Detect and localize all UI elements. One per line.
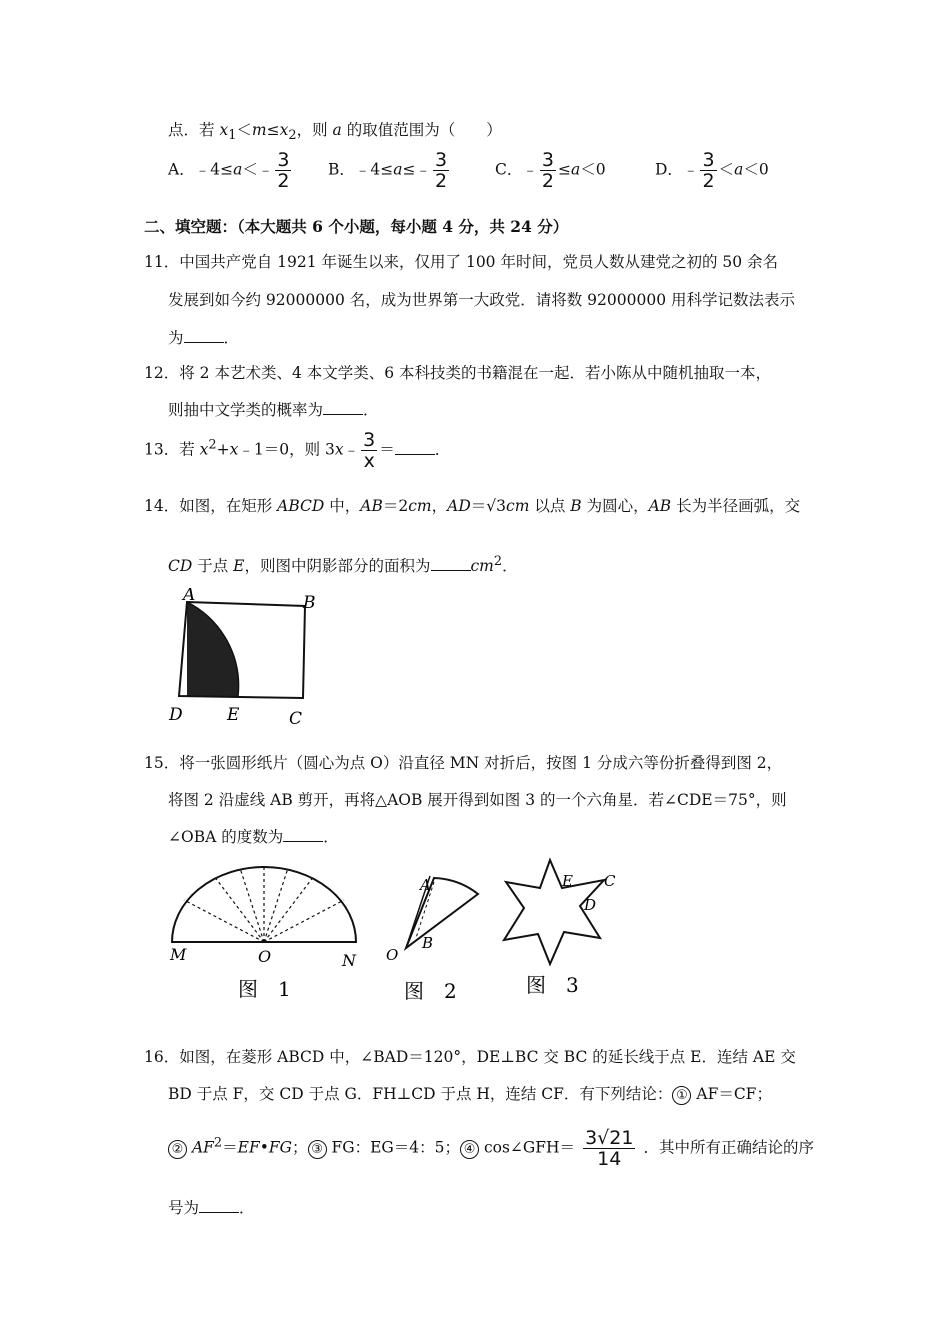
q16-line4: 号为 ．	[168, 1199, 255, 1217]
q15-figure-1	[160, 862, 370, 1007]
q16-line3: ② $AF^2=EF•FG$； ③ FG：EG＝4：5； ④ cos∠GFH＝ $\frac{3√21}{14}$ ．其中所有正确结论的序	[168, 1128, 814, 1169]
q14-line1: 14．如图，在矩形 ABCD 中，AB＝2cm，AD＝√3cm 以点 B 为圆心，AB 长为半径画弧，交	[144, 497, 801, 515]
q10-stem: 点．若 $x_1<m\le x_2$，则 a 的取值范围为（ ）	[168, 121, 502, 144]
svg-text:图 1: 图 1	[238, 977, 291, 1001]
q12-line2: 则抽中文学类的概率为 ．	[168, 401, 379, 419]
q10-option-b: B．﹣4≤a≤﹣ $\frac{3}{2}$	[328, 149, 448, 192]
answer-blank	[431, 556, 471, 571]
svg-text:E: E	[562, 872, 573, 890]
answer-blank	[283, 827, 323, 842]
label-c: C	[289, 709, 303, 729]
q13: 13．若 $x^2+x﹣1=0$，则 3x﹣ $\frac{3}{x}$ ＝ ．	[144, 429, 451, 472]
label-e: E	[227, 705, 240, 725]
q15-line3: ∠OBA 的度数为 ．	[168, 828, 339, 846]
q15-line2: 将图 2 沿虚线 AB 剪开，再将△AOB 展开得到如图 3 的一个六角星．若∠CDE＝75°，则	[168, 791, 787, 809]
svg-text:图 3: 图 3	[526, 973, 579, 996]
svg-text:A: A	[420, 876, 431, 894]
q11-line1: 11．中国共产党自 1921 年诞生以来，仅用了 100 年时间，党员人数从建党之初的 50 余名	[144, 253, 779, 271]
label-b: B	[303, 593, 316, 613]
svg-text:M: M	[170, 945, 187, 964]
section-title: 二、填空题：（本大题共 6 个小题，每小题 4 分，共 24 分）	[144, 217, 569, 236]
q16-line2: BD 于点 F，交 CD 于点 G．FH⊥CD 于点 H，连结 CF．有下列结论： ① AF＝CF；	[168, 1085, 772, 1103]
svg-text:O: O	[386, 946, 399, 964]
answer-blank	[199, 1198, 239, 1213]
q15-figure-2	[382, 868, 492, 1008]
q11-line2: 发展到如今约 92000000 名，成为世界第一大政党．请将数 92000000 用科学记数法表示	[168, 291, 795, 309]
q10-option-c: C．﹣ $\frac{3}{2}$ ≤a＜0	[495, 149, 606, 192]
answer-blank	[323, 400, 363, 415]
svg-text:D: D	[584, 896, 597, 914]
q15-line1: 15．将一张圆形纸片（圆心为点 O）沿直径 MN 对折后，按图 1 分成六等份折叠得到图 2，	[144, 754, 783, 772]
q12-line1: 12．将 2 本艺术类、4 本文学类、6 本科技类的书籍混在一起．若小陈从中随机抽取一本，	[144, 364, 772, 382]
q11-line3: 为 ．	[168, 329, 240, 347]
svg-text:O: O	[258, 947, 272, 966]
q14-figure	[165, 588, 325, 733]
answer-blank	[184, 328, 224, 343]
svg-text:B: B	[422, 934, 434, 952]
q10-option-d: D．﹣ $\frac{3}{2}$ ＜a＜0	[655, 149, 769, 192]
q14-line2: CD 于点 E，则图中阴影部分的面积为 $cm^2$．	[168, 554, 518, 576]
q16-line1: 16．如图，在菱形 ABCD 中，∠BAD＝120°，DE⊥BC 交 BC 的延长线于点 E．连结 AE 交	[144, 1048, 796, 1066]
svg-text:N: N	[342, 951, 356, 970]
svg-text:图 2: 图 2	[404, 979, 457, 1003]
label-d: D	[169, 705, 183, 725]
q10-option-a: A．﹣4≤a＜﹣ $\frac{3}{2}$	[168, 149, 290, 192]
svg-text:C: C	[604, 872, 616, 890]
answer-blank	[395, 440, 435, 455]
q15-figure-3	[500, 856, 630, 996]
label-a: A	[183, 588, 196, 605]
